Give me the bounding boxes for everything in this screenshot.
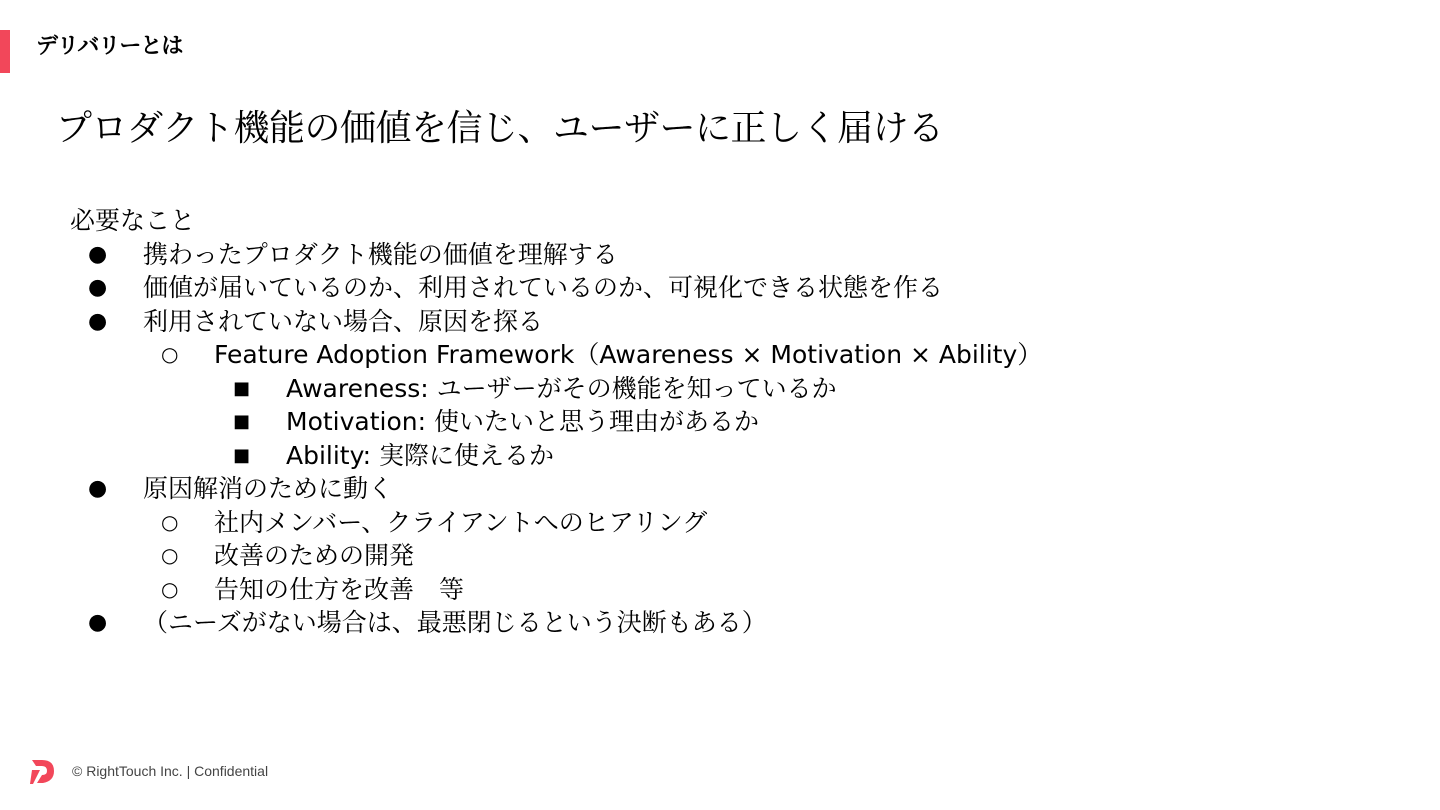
- list-item-text: 改善のための開発: [214, 541, 415, 570]
- list-item: [70, 506, 1270, 540]
- righttouch-logo-icon: [30, 757, 56, 785]
- list-item: [70, 338, 1270, 372]
- list-item-text: Motivation: 使いたいと思う理由があるか: [286, 407, 759, 436]
- bullet-marker: ●: [88, 241, 108, 267]
- accent-bar: [0, 30, 10, 73]
- list-item-text: Feature Adoption Framework（Awareness × Motivation × Ability）: [214, 340, 1043, 369]
- bullet-marker: ■: [233, 377, 251, 399]
- list-item: [70, 271, 1270, 305]
- footer-text: © RightTouch Inc. | Confidential: [72, 763, 269, 779]
- list-item-text: 携わったプロダクト機能の価値を理解する: [143, 239, 618, 269]
- bullet-marker: ●: [88, 610, 108, 635]
- slide-title: プロダクト機能の価値を信じ、ユーザーに正しく届ける: [56, 108, 944, 149]
- list-item: [70, 472, 1270, 506]
- list-item-text: Ability: 実際に使えるか: [286, 440, 554, 470]
- list-item: [70, 305, 1270, 339]
- list-item-text: 価値が届いているのか、利用されているのか、可視化できる状態を作る: [143, 273, 944, 302]
- bullet-marker: ○: [161, 543, 179, 567]
- intro-text: 必要なこと: [70, 206, 196, 235]
- slide-content: [70, 204, 1270, 640]
- list-item-text: （ニーズがない場合は、最悪閉じるという決断もある）: [143, 608, 767, 637]
- list-item: [70, 439, 1270, 473]
- list-item: [70, 539, 1270, 573]
- list-item-text: 利用されていない場合、原因を探る: [143, 306, 544, 336]
- bullet-marker: ■: [233, 444, 251, 466]
- section-label: デリバリーとは: [36, 34, 183, 59]
- bullet-marker: ●: [88, 275, 108, 300]
- list-item: [70, 372, 1270, 406]
- bullet-marker: ○: [161, 509, 179, 534]
- bullet-marker: ○: [161, 576, 179, 601]
- bullet-marker: ●: [88, 476, 108, 501]
- bullet-marker: ●: [88, 308, 108, 334]
- list-item: [70, 238, 1270, 272]
- list-item-text: Awareness: ユーザーがその機能を知っているか: [286, 373, 837, 403]
- list-item: [70, 606, 1270, 640]
- footer: [30, 757, 268, 785]
- bullet-list: [70, 238, 1270, 640]
- list-item-text: 原因解消のために動く: [143, 474, 394, 503]
- list-item-text: 告知の仕方を改善 等: [214, 574, 465, 604]
- list-item-text: 社内メンバー、クライアントへのヒアリング: [214, 507, 708, 537]
- list-item: [70, 573, 1270, 607]
- list-item: [70, 405, 1270, 439]
- bullet-marker: ■: [233, 411, 251, 432]
- bullet-marker: ○: [161, 342, 179, 366]
